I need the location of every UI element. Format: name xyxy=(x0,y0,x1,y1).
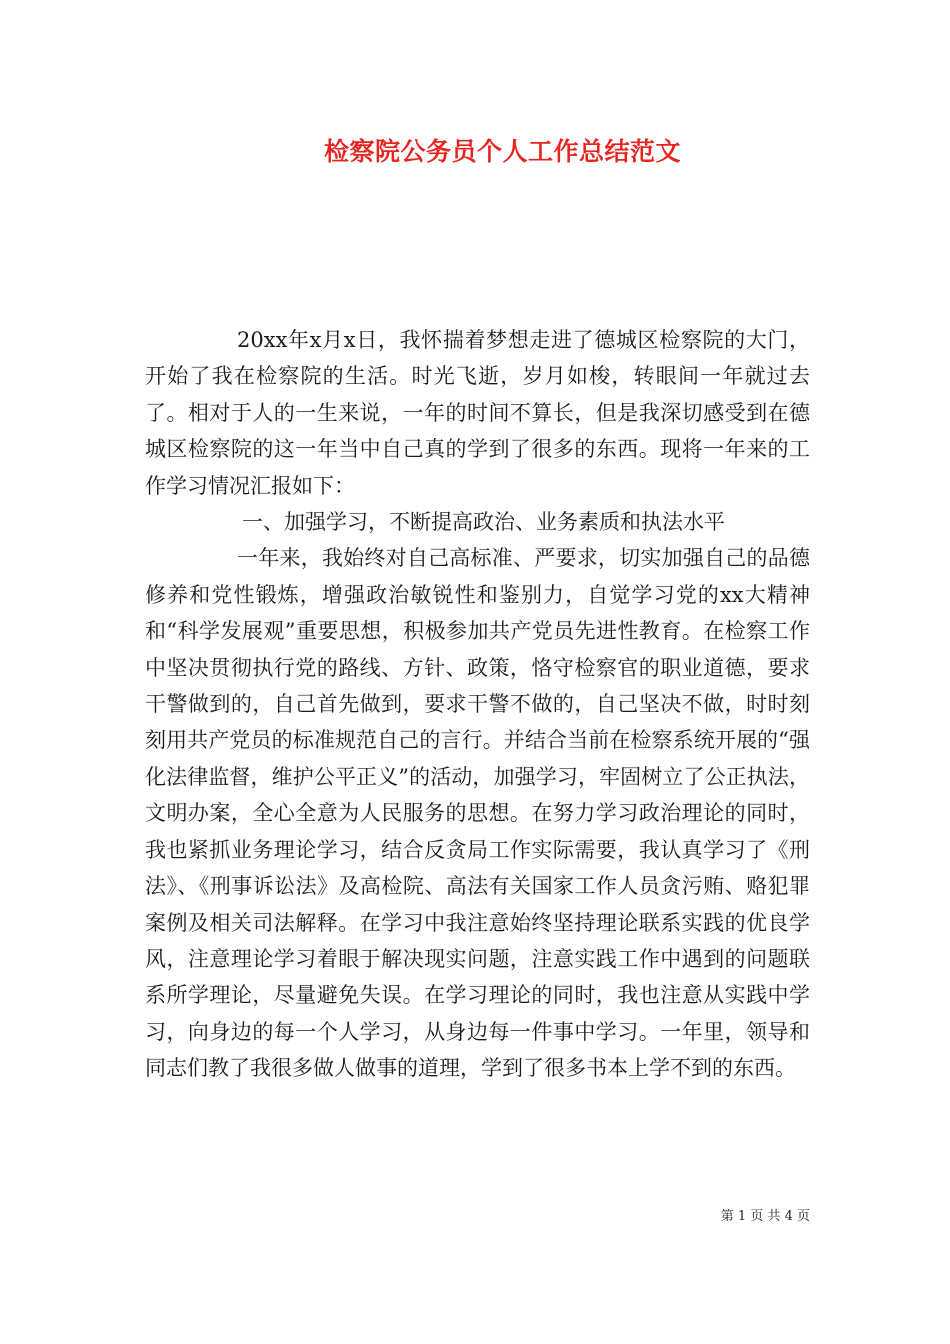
page-number: 第 1 页 共 4 页 xyxy=(720,1209,810,1224)
section-paragraph: 一年来，我始终对自己高标准、严要求，切实加强自己的品德修养和党性锻炼，增强政治敏锐性和鉴别力，自觉学习党的xx大精神和“科学发展观”重要思想，积极参加共产党员先进性教育。在检察工作中坚决贯彻执行党的路线、方针、政策，恪守检察官的职业道德，要求干警做到的，自己首先做到，要求干警不做的，自己坚决不做，时时刻刻用共产党员的标准规范自己的言行。并结合当前在检察系统开展的“强化法律监督，维护公平正义”的活动，加强学习，牢固树立了公正执法，文明办案，全心全意为人民服务的思想。在努力学习政治理论的同时，我也紧抓业务理论学习，结合反贪局工作实际需要，我认真学习了《刑法》、《刑事诉讼法》及高检院、高法有关国家工作人员贪污贿、赂犯罪案例及相关司法解释。在学习中我注意始终坚持理论联系实践的优良学风，注意理论学习着眼于解决现实问题，注意实践工作中遇到的问题联系所学理论，尽量避免失误。在学习理论的同时，我也注意从实践中学习，向身边的每一个人学习，从身边每一件事中学习。一年里，领导和同志们教了我很多做人做事的道理，学到了很多书本上学不到的东西。 xyxy=(145,546,810,1081)
document-title: 检察院公务员个人工作总结范文 xyxy=(323,137,681,166)
section-heading: 一、加强学习，不断提高政治、业务素质和执法水平 xyxy=(242,510,725,535)
intro-paragraph: 20xx年x月x日，我怀揣着梦想走进了德城区检察院的大门，开始了我在检察院的生活。时光飞逝，岁月如梭，转眼间一年就过去了。相对于人的一生来说，一年的时间不算长，但是我深切感受到在德城区检察院的这一年当中自己真的学到了很多的东西。现将一年来的工作学习情况汇报如下： xyxy=(145,328,810,498)
document-body xyxy=(145,322,810,1087)
